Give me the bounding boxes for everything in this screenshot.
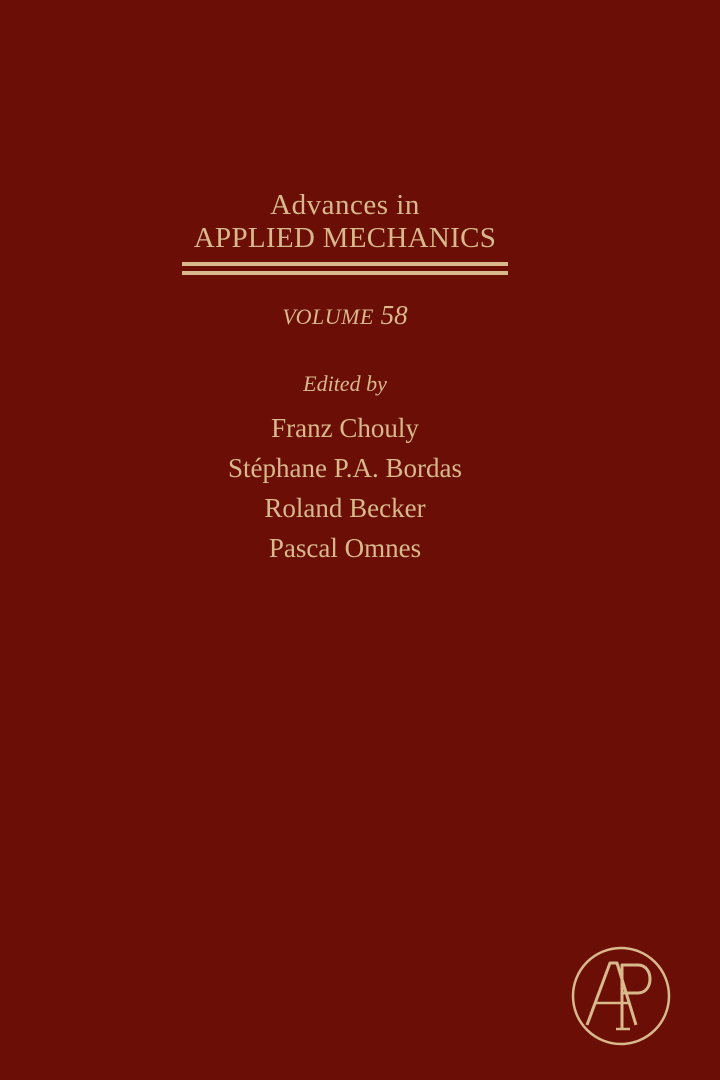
editor-name: Franz Chouly: [271, 413, 419, 443]
editor-name: Pascal Omnes: [268, 533, 422, 563]
title-rule-top: [182, 262, 508, 266]
editor-name: Stéphane P.A. Bordas: [228, 453, 462, 483]
title-rule-bottom: [182, 271, 508, 275]
editor-list: [0, 408, 690, 568]
volume-label: [0, 300, 690, 331]
volume-number: 58: [380, 300, 408, 330]
edited-by-label: Edited by: [303, 371, 387, 396]
ap-monogram-logo: [570, 945, 672, 1047]
volume-word: VOLUME: [282, 304, 374, 329]
series-title-line1: Advances in: [270, 189, 420, 221]
publisher-logo-icon: [570, 945, 672, 1047]
editor-name: Roland Becker: [264, 493, 426, 523]
series-title-line2: APPLIED MECHANICS: [193, 222, 497, 254]
